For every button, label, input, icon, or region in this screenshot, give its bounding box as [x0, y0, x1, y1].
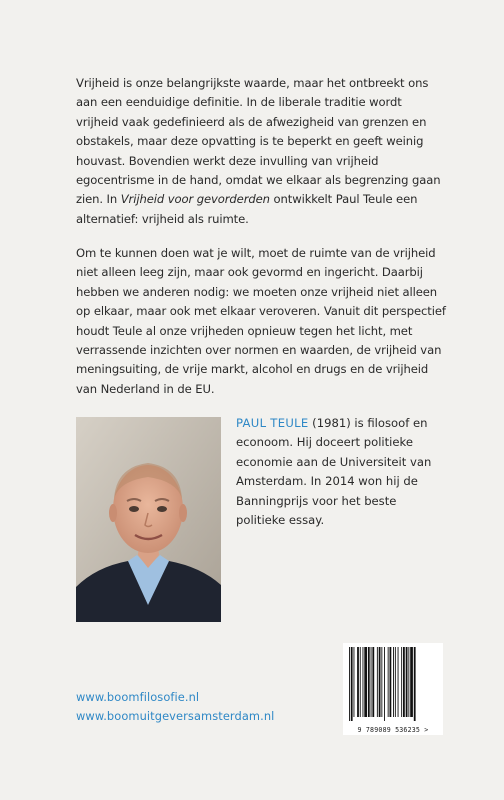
barcode-bar — [403, 647, 405, 717]
barcode-bar — [390, 647, 392, 717]
paragraph-text: Vrijheid is onze belangrijkste waarde, maar het ontbreekt ons aan een eenduidige definitie. In de liberale traditie wordt vrijheid vaak gedefinieerd als de afwezigheid van grenzen en obstakels, maar deze opvatting is te beperkt en geeft weinig houvast. Bovendien werkt deze invulling van vrijheid egocentrisme in de hand, omdat we elkaar als begrenzing gaan zien. In — [76, 76, 441, 207]
barcode-bar — [406, 647, 408, 717]
barcode-bar — [368, 647, 370, 717]
barcode-icon — [343, 643, 443, 723]
barcode-bar — [360, 647, 361, 717]
barcode-bar — [377, 647, 378, 717]
barcode-bar — [408, 647, 409, 717]
author-bio-text: (1981) is filosoof en econoom. Hij doceert politieke economie aan de Universiteit van Amsterdam. In 2014 won hij de Banningprijs voor het beste politieke essay. — [236, 416, 432, 528]
paragraph-text: ontwikkelt Paul Teule een alternatief: vrijheid als ruimte. — [76, 192, 418, 226]
barcode-bar — [388, 647, 389, 717]
isbn-digits: 9 789089 536235 > — [357, 726, 429, 734]
barcode-bar — [381, 647, 382, 717]
barcode-bar — [384, 647, 385, 721]
barcode-bar — [395, 647, 396, 717]
author-photo — [76, 417, 221, 622]
barcode-bar — [393, 647, 394, 717]
author-name: PAUL TEULE — [236, 416, 309, 430]
barcode-bar — [401, 647, 402, 717]
barcode-bar — [371, 647, 372, 717]
barcode-bar — [363, 647, 364, 717]
barcode-bar — [379, 647, 381, 717]
link-boomfilosofie[interactable]: www.boomfilosofie.nl — [76, 690, 200, 704]
author-portrait-image — [76, 417, 221, 622]
description-paragraph-2: Om te kunnen doen wat je wilt, moet de ruimte van de vrijheid niet alleen leeg zijn, maar ook gevormd en ingericht. Daarbij hebben we anderen nodig: we moeten onze vrijheid niet alleen op elkaar, maar ook met elkaar veroveren. Vanuit dit perspectief houdt Teule al onze vrijheden opnieuw tegen het licht, met verrassende inzichten over normen en waarden, de vrijheid van meningsuiting, de vrije markt, alcohol en drugs en de vrijheid van Nederland in de EU. — [76, 246, 446, 396]
book-title-italic: Vrijheid voor gevorderden — [120, 192, 270, 207]
barcode-bar — [414, 647, 416, 721]
barcode-bar — [398, 647, 399, 717]
barcode-bar — [354, 647, 355, 717]
barcode-bar — [349, 647, 350, 721]
author-bio — [236, 414, 436, 530]
barcode-bar — [351, 647, 353, 721]
barcode-bar — [372, 647, 374, 717]
barcode-bar — [357, 647, 359, 717]
isbn-barcode — [343, 643, 443, 735]
link-boomuitgeversamsterdam[interactable]: www.boomuitgeversamsterdam.nl — [76, 709, 275, 723]
barcode-bar — [410, 647, 413, 717]
barcode-bar — [364, 647, 367, 717]
description-paragraph-1 — [76, 74, 446, 229]
publisher-links — [76, 688, 274, 726]
